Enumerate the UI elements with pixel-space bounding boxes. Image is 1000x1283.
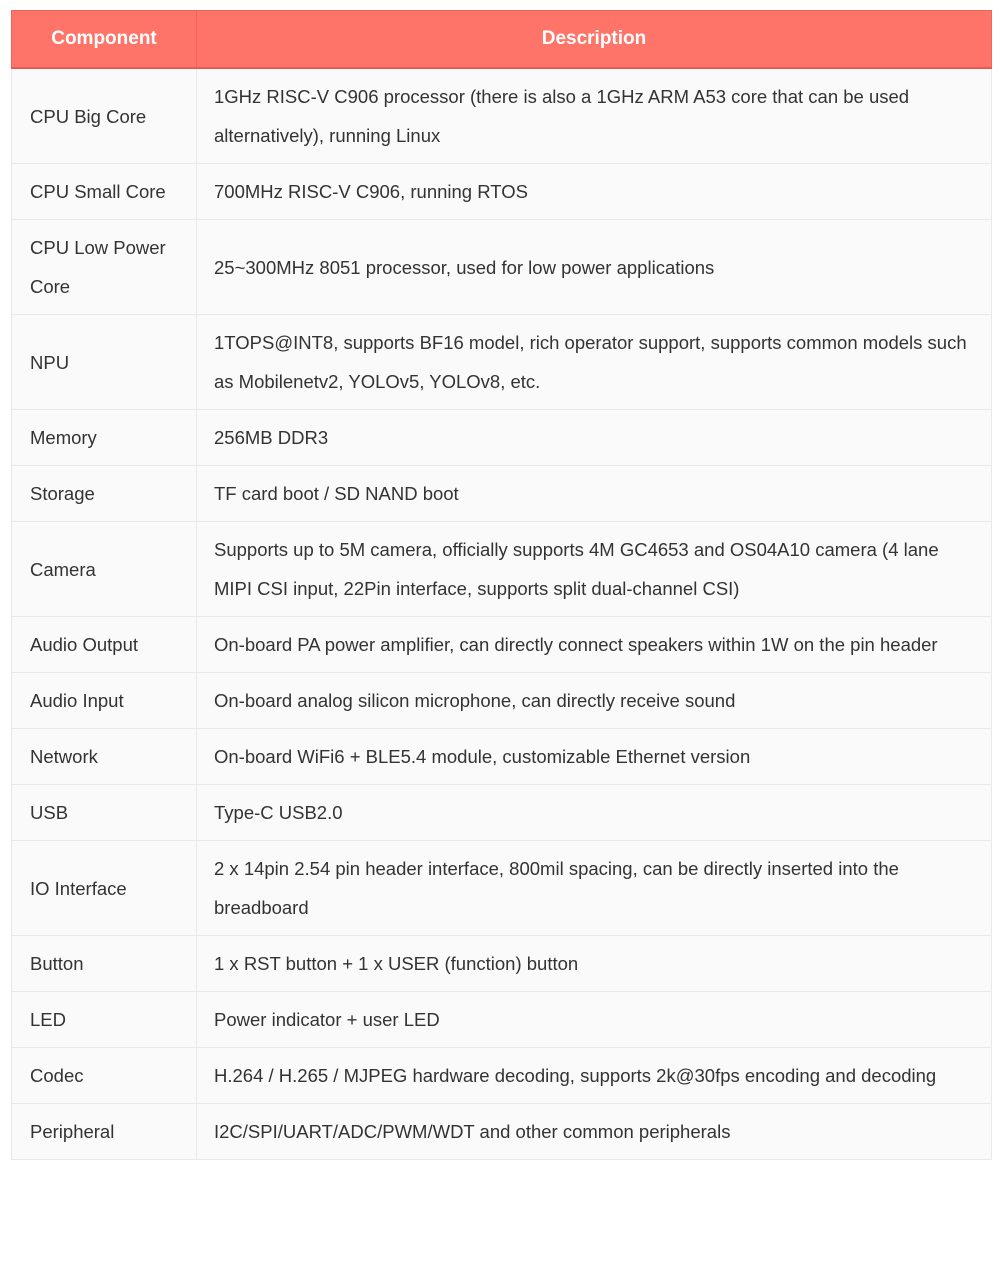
table-row xyxy=(12,992,992,1048)
table-row xyxy=(12,936,992,992)
table-row xyxy=(12,164,992,220)
cell-component: Button xyxy=(12,936,197,992)
table-header-row xyxy=(12,11,992,69)
cell-description: TF card boot / SD NAND boot xyxy=(197,466,992,522)
cell-component: Audio Input xyxy=(12,673,197,729)
cell-description: Power indicator + user LED xyxy=(197,992,992,1048)
cell-component: Storage xyxy=(12,466,197,522)
cell-component: NPU xyxy=(12,315,197,410)
cell-description: I2C/SPI/UART/ADC/PWM/WDT and other common peripherals xyxy=(197,1104,992,1160)
cell-component: LED xyxy=(12,992,197,1048)
table-row xyxy=(12,68,992,164)
table-row xyxy=(12,522,992,617)
cell-component: Audio Output xyxy=(12,617,197,673)
table-row xyxy=(12,410,992,466)
table-row xyxy=(12,785,992,841)
table-row xyxy=(12,841,992,936)
cell-component: Memory xyxy=(12,410,197,466)
table-row xyxy=(12,1104,992,1160)
table-body xyxy=(12,68,992,1160)
cell-component: CPU Small Core xyxy=(12,164,197,220)
cell-description: 256MB DDR3 xyxy=(197,410,992,466)
cell-description: On-board PA power amplifier, can directly connect speakers within 1W on the pin header xyxy=(197,617,992,673)
cell-description: On-board analog silicon microphone, can directly receive sound xyxy=(197,673,992,729)
cell-description: On-board WiFi6 + BLE5.4 module, customizable Ethernet version xyxy=(197,729,992,785)
cell-component: Camera xyxy=(12,522,197,617)
cell-component: CPU Big Core xyxy=(12,68,197,164)
header-component: Component xyxy=(12,11,197,69)
table-row xyxy=(12,729,992,785)
header-description: Description xyxy=(197,11,992,69)
cell-description: Type-C USB2.0 xyxy=(197,785,992,841)
spec-table xyxy=(11,10,992,1160)
cell-description: 1 x RST button + 1 x USER (function) button xyxy=(197,936,992,992)
table-row xyxy=(12,220,992,315)
cell-component: Network xyxy=(12,729,197,785)
cell-description: 700MHz RISC-V C906, running RTOS xyxy=(197,164,992,220)
cell-description: H.264 / H.265 / MJPEG hardware decoding, supports 2k@30fps encoding and decoding xyxy=(197,1048,992,1104)
cell-component: CPU Low Power Core xyxy=(12,220,197,315)
table-row xyxy=(12,673,992,729)
cell-component: Codec xyxy=(12,1048,197,1104)
cell-description: 1TOPS@INT8, supports BF16 model, rich operator support, supports common models such as Mobilenetv2, YOLOv5, YOLOv8, etc. xyxy=(197,315,992,410)
cell-component: IO Interface xyxy=(12,841,197,936)
cell-component: Peripheral xyxy=(12,1104,197,1160)
cell-description: 25~300MHz 8051 processor, used for low power applications xyxy=(197,220,992,315)
table-row xyxy=(12,315,992,410)
cell-component: USB xyxy=(12,785,197,841)
table-row xyxy=(12,466,992,522)
cell-description: 1GHz RISC-V C906 processor (there is also a 1GHz ARM A53 core that can be used alternatively), running Linux xyxy=(197,68,992,164)
table-row xyxy=(12,617,992,673)
table-row xyxy=(12,1048,992,1104)
cell-description: Supports up to 5M camera, officially supports 4M GC4653 and OS04A10 camera (4 lane MIPI CSI input, 22Pin interface, supports split dual-channel CSI) xyxy=(197,522,992,617)
cell-description: 2 x 14pin 2.54 pin header interface, 800mil spacing, can be directly inserted into the breadboard xyxy=(197,841,992,936)
